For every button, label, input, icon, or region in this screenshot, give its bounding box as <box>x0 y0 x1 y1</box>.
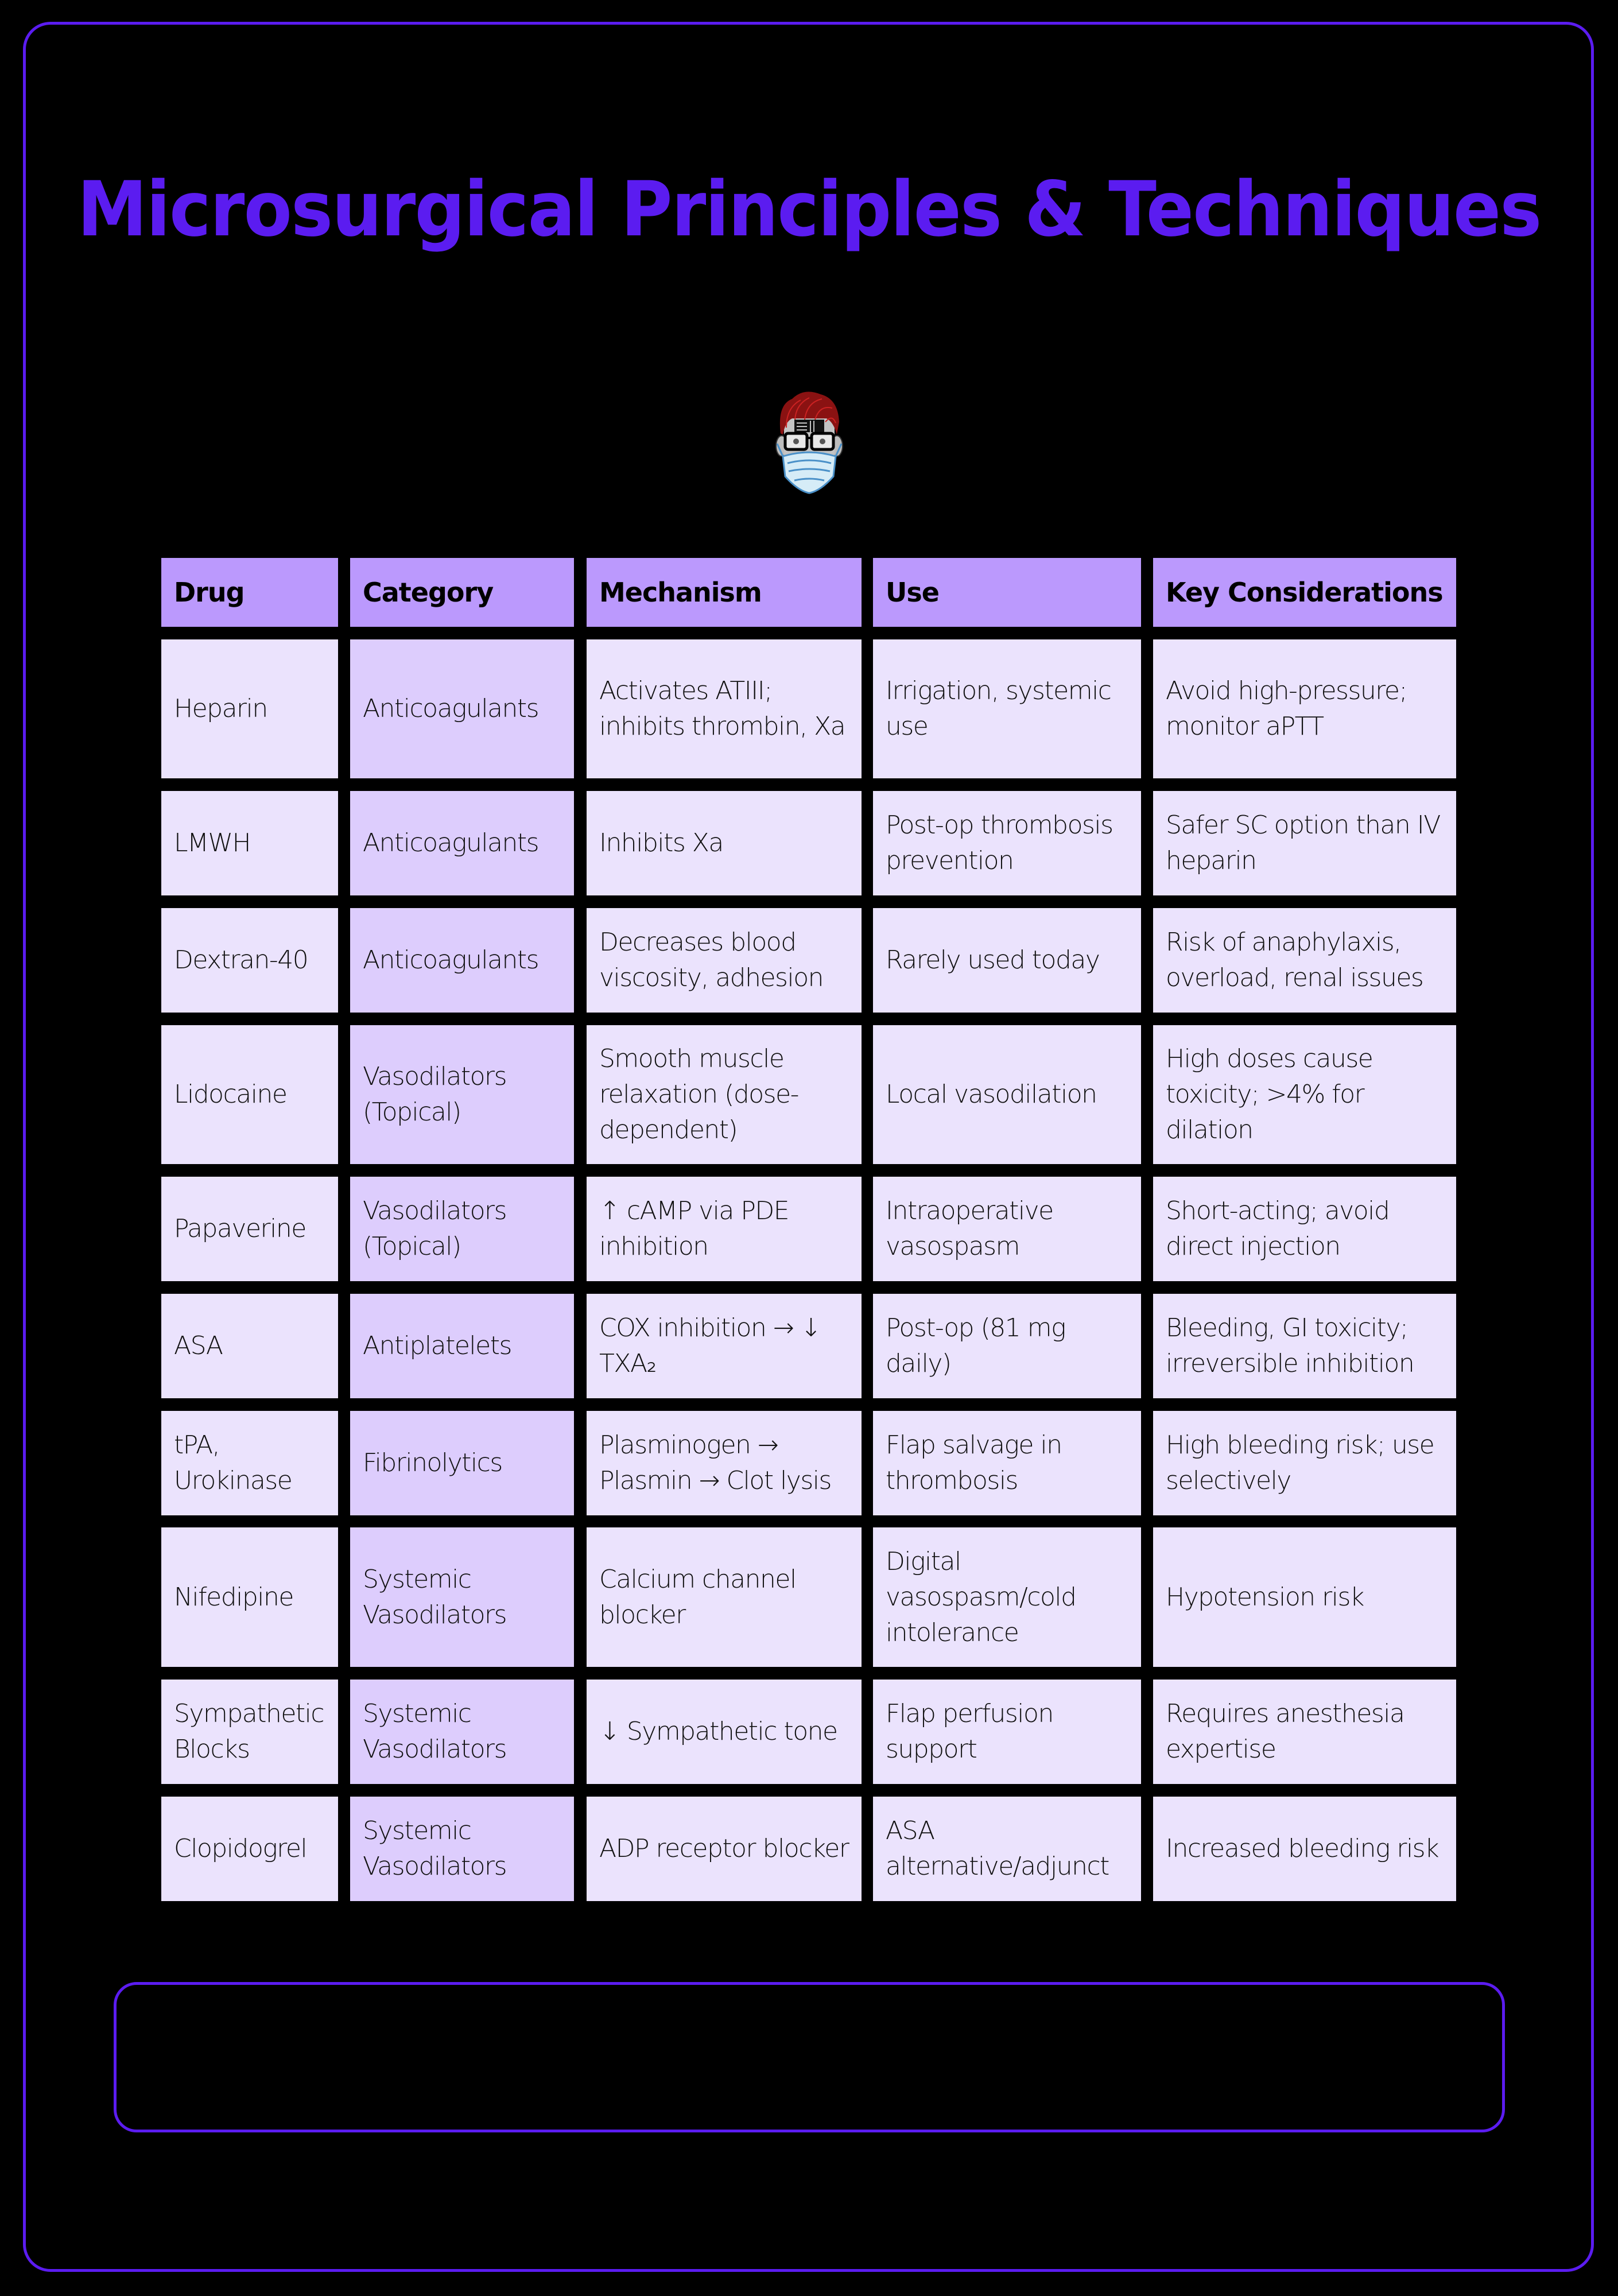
table-cell-drug: LMWH <box>161 791 338 895</box>
table-cell-use: Irrigation, systemic use <box>873 639 1141 778</box>
table-cell-key-considerations: Bleeding, GI toxicity; irreversible inhibition <box>1153 1294 1456 1398</box>
table-cell-key-considerations: High bleeding risk; use selectively <box>1153 1411 1456 1515</box>
column-header-use: Use <box>873 558 1141 627</box>
table-cell-use: Flap perfusion support <box>873 1680 1141 1784</box>
table-cell-key-considerations: Requires anesthesia expertise <box>1153 1680 1456 1784</box>
column-header-mechanism: Mechanism <box>587 558 862 627</box>
table-cell-key-considerations: Short-acting; avoid direct injection <box>1153 1177 1456 1281</box>
table-cell-mechanism: Plasminogen → Plasmin → Clot lysis <box>587 1411 862 1515</box>
table-cell-use: Local vasodilation <box>873 1025 1141 1164</box>
table-cell-drug: tPA, Urokinase <box>161 1411 338 1515</box>
table-cell-drug: Clopidogrel <box>161 1797 338 1901</box>
table-cell-use: Rarely used today <box>873 908 1141 1013</box>
table-cell-use: Post-op thrombosis prevention <box>873 791 1141 895</box>
table-cell-drug: Heparin <box>161 639 338 778</box>
table-cell-category: Vasodilators (Topical) <box>350 1025 574 1164</box>
table-cell-key-considerations: Increased bleeding risk <box>1153 1797 1456 1901</box>
table-cell-mechanism: Decreases blood viscosity, adhesion <box>587 908 862 1013</box>
table-cell-mechanism: Activates ATIII; inhibits thrombin, Xa <box>587 639 862 778</box>
table-cell-category: Anticoagulants <box>350 791 574 895</box>
table-cell-drug: ASA <box>161 1294 338 1398</box>
table-cell-category: Systemic Vasodilators <box>350 1527 574 1667</box>
table-cell-use: Flap salvage in thrombosis <box>873 1411 1141 1515</box>
column-header-drug: Drug <box>161 558 338 627</box>
table-cell-use: Digital vasospasm/cold intolerance <box>873 1527 1141 1667</box>
table-cell-mechanism: Smooth muscle relaxation (dose-dependent) <box>587 1025 862 1164</box>
footer-empty-box <box>114 1982 1505 2132</box>
table-cell-use: Intraoperative vasospasm <box>873 1177 1141 1281</box>
table-cell-key-considerations: Risk of anaphylaxis, overload, renal issues <box>1153 908 1456 1013</box>
table-cell-drug: Sympathetic Blocks <box>161 1680 338 1784</box>
table-cell-drug: Lidocaine <box>161 1025 338 1164</box>
table-cell-category: Vasodilators (Topical) <box>350 1177 574 1281</box>
table-cell-mechanism: ADP receptor blocker <box>587 1797 862 1901</box>
table-cell-category: Systemic Vasodilators <box>350 1797 574 1901</box>
table-cell-mechanism: Inhibits Xa <box>587 791 862 895</box>
table-cell-drug: Dextran-40 <box>161 908 338 1013</box>
column-header-key-considerations: Key Considerations <box>1153 558 1456 627</box>
table-cell-mechanism: ↑ cAMP via PDE inhibition <box>587 1177 862 1281</box>
table-cell-category: Antiplatelets <box>350 1294 574 1398</box>
table-cell-use: Post-op (81 mg daily) <box>873 1294 1141 1398</box>
table-cell-category: Anticoagulants <box>350 908 574 1013</box>
table-cell-category: Systemic Vasodilators <box>350 1680 574 1784</box>
page-title: Microsurgical Principles & Techniques <box>77 165 1541 254</box>
table-cell-key-considerations: High doses cause toxicity; >4% for dilation <box>1153 1025 1456 1164</box>
table-cell-drug: Nifedipine <box>161 1527 338 1667</box>
table-cell-mechanism: Calcium channel blocker <box>587 1527 862 1667</box>
table-cell-mechanism: ↓ Sympathetic tone <box>587 1680 862 1784</box>
table-cell-category: Anticoagulants <box>350 639 574 778</box>
table-cell-category: Fibrinolytics <box>350 1411 574 1515</box>
column-header-category: Category <box>350 558 574 627</box>
table-cell-drug: Papaverine <box>161 1177 338 1281</box>
table-cell-use: ASA alternative/adjunct <box>873 1797 1141 1901</box>
masked-surgeon-avatar-icon <box>769 382 849 497</box>
table-cell-key-considerations: Avoid high-pressure; monitor aPTT <box>1153 639 1456 778</box>
table-cell-key-considerations: Safer SC option than IV heparin <box>1153 791 1456 895</box>
table-cell-mechanism: COX inhibition → ↓ TXA₂ <box>587 1294 862 1398</box>
table-cell-key-considerations: Hypotension risk <box>1153 1527 1456 1667</box>
